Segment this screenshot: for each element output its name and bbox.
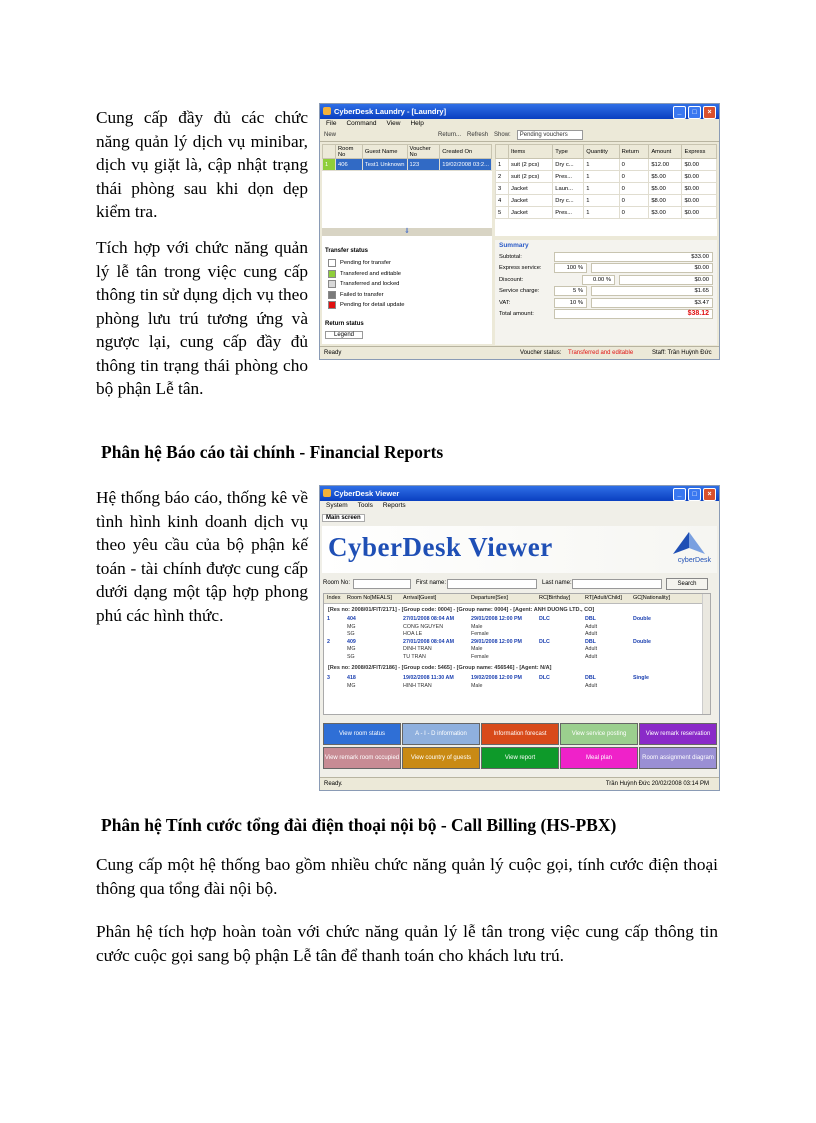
toolbar-spacer <box>342 129 432 141</box>
voucher-status-value: Transferred and editable <box>568 350 634 356</box>
reservation-cell <box>539 631 585 639</box>
reservation-header <box>324 594 710 604</box>
viewer-button-view-room-status[interactable]: View room status <box>323 723 401 745</box>
reservation-cell: SG <box>347 653 355 660</box>
room-list-pane <box>322 144 492 344</box>
viewer-app-icon <box>323 489 331 497</box>
return-status-title: Return status <box>325 321 364 327</box>
summary-pct[interactable]: 5 % <box>554 286 587 296</box>
summary-label: Total amount: <box>499 311 534 318</box>
cell: $0.00 <box>682 159 717 171</box>
viewer-titlebar <box>320 486 719 501</box>
room-no-label: Room No: <box>323 580 351 586</box>
reservation-row[interactable] <box>324 654 710 662</box>
cell: 1 <box>584 195 619 207</box>
summary-title: Summary <box>499 242 529 249</box>
cell: Dry c... <box>553 195 584 207</box>
reservation-list <box>323 593 711 715</box>
summary-row <box>495 297 717 309</box>
items-col-type: Type <box>553 145 584 159</box>
viewer-button-a-i-d-information[interactable]: A - I - D information <box>402 723 480 745</box>
reservation-cell: 29/01/2008 12:00 PM <box>471 616 522 622</box>
viewer-button-view-remark-room-occupied[interactable]: View remark room occupied <box>323 747 401 769</box>
financial-reports-description: Hệ thống báo cáo, thống kê về tình hình kinh doanh dịch vụ theo yêu cầu của bộ phận kế toán - tài chính được cung cấp dưới dạng một tập hợp phong phú các hình thức. <box>96 488 308 625</box>
reservation-cell <box>539 624 585 632</box>
legend-list <box>322 258 492 311</box>
legend-item <box>322 290 492 301</box>
reservation-cell <box>324 683 347 691</box>
viewer-menubar <box>320 501 719 511</box>
search-bar <box>323 578 716 590</box>
cell: $0.00 <box>682 207 717 219</box>
cell: 4 <box>496 195 509 207</box>
legend-tab[interactable]: Legend <box>325 331 363 339</box>
summary-row <box>495 309 717 321</box>
cell: $12.00 <box>649 159 682 171</box>
summary-label: Discount: <box>499 276 524 283</box>
room-col-voucher: Voucher No <box>407 145 440 159</box>
viewer-statusbar <box>320 777 719 790</box>
reservation-row[interactable] <box>324 639 710 647</box>
status-ready: Ready <box>324 350 342 356</box>
reservation-row[interactable] <box>324 624 710 632</box>
list-scrollbar[interactable] <box>702 594 710 714</box>
legend-swatch-2 <box>328 280 336 288</box>
reservation-cell <box>633 654 683 662</box>
laundry-titlebar <box>320 104 719 119</box>
legend-label: Failed to transfer <box>340 291 384 298</box>
staff-name: Staff: Trần Huỳnh Đức <box>652 350 712 356</box>
col-departure: Departure[Sex] <box>471 595 508 601</box>
reservation-row[interactable] <box>324 675 710 683</box>
items-col-items: Items <box>509 145 553 159</box>
col-room: Room No[MEALS] <box>347 595 392 601</box>
reservation-cell <box>324 646 347 654</box>
reservation-cell: Male <box>471 623 483 630</box>
reservation-cell: 19/02/2008 12:00 PM <box>471 675 522 681</box>
banner-title: CyberDesk Viewer <box>328 532 553 562</box>
col-rt: RT[Adult/Child] <box>585 595 622 601</box>
cell: 1 <box>584 183 619 195</box>
cell: 1 <box>584 207 619 219</box>
reservation-cell: DBL <box>585 616 596 622</box>
reservation-cell <box>324 631 347 639</box>
summary-label: Subtotal: <box>499 253 522 260</box>
reservation-cell: Adult <box>585 653 598 660</box>
cell: 0 <box>619 171 649 183</box>
legend-item <box>322 258 492 269</box>
reservation-cell: Female <box>471 653 489 660</box>
minimize-icon[interactable]: _ <box>673 488 686 501</box>
group-header: [Res no: 2008/01/FIT/2171] - [Group code: 0004] - [Group name: 0004] - [Agent: ANH DUONG LTD., CO] <box>328 607 595 613</box>
laundry-integration-description: Tích hợp với chức năng quản lý lễ tân trong việc cung cấp thông tin sử dụng dịch vụ theo phòng lưu trú tương ứng và ngược lại, cung cấp đầy đủ thông tin trạng thái phòng cho bộ phận Lễ tân. <box>96 238 308 398</box>
reservation-cell: Double <box>633 616 651 622</box>
summary-value: $33.00 <box>554 252 713 262</box>
reservation-cell: 409 <box>347 638 356 645</box>
last-name-input[interactable] <box>572 579 662 589</box>
viewer-button-view-report[interactable]: View report <box>481 747 559 769</box>
reservation-cell: 1 <box>327 616 330 622</box>
summary-value: $1.65 <box>591 286 713 296</box>
created-on-cell: 19/02/2008 03:2... <box>440 159 492 171</box>
cell: $0.00 <box>682 195 717 207</box>
reservation-cell: 27/01/2008 08:04 AM <box>403 638 455 645</box>
room-col-blank <box>323 145 336 159</box>
room-col-room-no: Room No <box>336 145 363 159</box>
summary-label: Service charge: <box>499 288 540 295</box>
menu-command[interactable]: Command <box>346 120 377 127</box>
cell: 3 <box>496 183 509 195</box>
cell: Pres... <box>553 207 584 219</box>
items-col-return: Return <box>619 145 649 159</box>
legend-label: Pending for transfer <box>340 260 391 267</box>
items-table <box>495 144 717 219</box>
maximize-icon[interactable]: □ <box>688 106 701 119</box>
viewer-screenshot <box>319 485 720 791</box>
cell: Jacket <box>509 195 553 207</box>
search-button[interactable]: Search <box>666 578 708 590</box>
reservation-cell: 29/01/2008 12:00 PM <box>471 638 522 645</box>
reservation-cell: DLC <box>539 638 550 645</box>
viewer-button-information-forecast[interactable]: Information forecast <box>481 723 559 745</box>
reservation-cell <box>539 683 585 691</box>
cell: $0.00 <box>682 183 717 195</box>
reservation-cell: MG <box>347 623 356 630</box>
refresh-button[interactable]: Refresh <box>467 132 489 138</box>
reservation-cell: 2 <box>327 638 330 645</box>
legend-item <box>322 300 492 311</box>
cell: Laun... <box>553 183 584 195</box>
reservation-cell: Adult <box>585 682 598 689</box>
cell: $0.00 <box>682 171 717 183</box>
cell: suit (2 pcs) <box>509 171 553 183</box>
summary-value: $0.00 <box>591 263 713 273</box>
viewer-banner <box>322 526 717 573</box>
room-table <box>322 144 492 171</box>
reservation-cell: HINH TRAN <box>403 682 432 689</box>
viewer-button-view-service-posting[interactable]: View service posting <box>560 723 638 745</box>
cell: $3.00 <box>649 207 682 219</box>
menu-reports[interactable]: Reports <box>382 502 406 509</box>
reservation-row[interactable] <box>324 631 710 639</box>
reservation-cell: 19/02/2008 11:30 AM <box>403 675 454 681</box>
laundry-description: Cung cấp đầy đủ các chức năng quản lý dịch vụ minibar, dịch vụ giặt là, cập nhật trạng thái phòng sau khi dọn dẹp kiểm tra. <box>96 108 308 221</box>
cell: 1 <box>496 159 509 171</box>
cell: Jacket <box>509 183 553 195</box>
cyberdesk-logo-icon <box>669 530 709 556</box>
legend-label: Transferred and locked <box>340 281 400 288</box>
cell: Dry c... <box>553 159 584 171</box>
cell: Jacket <box>509 207 553 219</box>
legend-swatch-3 <box>328 291 336 299</box>
reservation-cell <box>633 624 683 632</box>
items-col-amount: Amount <box>649 145 682 159</box>
legend-item <box>322 269 492 280</box>
cell: suit (2 pcs) <box>509 159 553 171</box>
reservation-cell: 3 <box>327 675 330 681</box>
laundry-toolbar <box>320 129 719 142</box>
reservation-cell: Adult <box>585 623 598 630</box>
room-row[interactable] <box>323 159 492 171</box>
reservation-cell <box>539 646 585 654</box>
reservation-cell: 27/01/2008 08:04 AM <box>403 616 455 622</box>
cell: $5.00 <box>649 171 682 183</box>
room-no-cell: 406 <box>336 159 363 171</box>
cell: 2 <box>496 171 509 183</box>
reservation-cell <box>633 646 683 654</box>
call-billing-description: Cung cấp một hệ thống bao gồm nhiều chức năng quản lý cuộc gọi, tính cước điện thoại thông qua tổng đài nội bộ. <box>96 855 718 898</box>
col-gc: GC[Nationality] <box>633 595 670 601</box>
reservation-cell: CONG NGUYEN <box>403 623 444 630</box>
summary-value: $0.00 <box>619 275 713 285</box>
summary-row <box>495 251 717 263</box>
group-rows <box>324 675 710 690</box>
reservation-cell: Single <box>633 675 649 681</box>
reservation-cell: DLC <box>539 616 550 622</box>
reservation-cell: TU TRAN <box>403 653 426 660</box>
first-name-input[interactable] <box>447 579 537 589</box>
reservation-cell <box>633 631 683 639</box>
laundry-window-title: CyberDesk Laundry - [Laundry] <box>334 107 447 116</box>
call-billing-integration: Phân hệ tích hợp hoàn toàn với chức năng quản lý lễ tân trong việc cung cấp thông tin cước cuộc gọi sang bộ phận Lễ tân để thanh toán cho khách lưu trú. <box>96 922 718 965</box>
guest-name-cell: Test1 Unknown <box>362 159 407 171</box>
status-user-time: Trần Huỳnh Đức 20/02/2008 03:14 PM <box>605 781 709 787</box>
reservation-cell: DBL <box>585 638 596 645</box>
menu-system[interactable]: System <box>326 502 348 509</box>
menu-help[interactable]: Help <box>410 120 424 127</box>
table-row[interactable] <box>496 183 717 195</box>
menu-tools[interactable]: Tools <box>357 502 373 509</box>
table-row[interactable] <box>496 171 717 183</box>
call-billing-heading: Phân hệ Tính cước tổng đài điện thoại nội bộ - Call Billing (HS-PBX) <box>101 815 617 835</box>
reservation-cell <box>539 654 585 662</box>
viewer-window-title: CyberDesk Viewer <box>334 489 400 498</box>
logo-text: cyberDesk <box>677 557 711 564</box>
last-name-label: Last name: <box>542 580 572 586</box>
reservation-cell: Adult <box>585 631 598 637</box>
cell: 0 <box>619 159 649 171</box>
financial-reports-heading: Phân hệ Báo cáo tài chính - Financial Reports <box>101 442 444 462</box>
cell: 0 <box>619 207 649 219</box>
cell: $5.00 <box>649 183 682 195</box>
legend-label: Transfered and editable <box>340 270 402 277</box>
room-col-created: Created On <box>440 145 492 159</box>
viewer-button-room-assignment-diagram[interactable]: Room assignment diagram <box>639 747 717 769</box>
reservation-cell: 418 <box>347 675 356 681</box>
reservation-row[interactable] <box>324 683 710 691</box>
reservation-cell: DINH TRAN <box>403 646 432 652</box>
items-col-express: Express <box>682 145 717 159</box>
menu-file[interactable]: File <box>326 120 337 127</box>
reservation-cell <box>324 624 347 632</box>
room-col-guest: Guest Name <box>362 145 407 159</box>
total-amount: $38.12 <box>554 309 713 319</box>
status-ready: Ready. <box>324 781 343 787</box>
legend-swatch-0 <box>328 259 336 267</box>
summary-label: VAT: <box>499 299 511 306</box>
maximize-icon[interactable]: □ <box>688 488 701 501</box>
group-header: [Res no: 2008/02/FIT/2186] - [Group code: 5465] - [Group name: 456546] - [Agent: N/A] <box>328 665 552 671</box>
laundry-statusbar <box>320 346 719 359</box>
items-col-index <box>496 145 509 159</box>
reservation-cell <box>633 683 683 691</box>
expand-bar[interactable]: ⇓ <box>322 228 492 236</box>
viewer-button-view-country-of-guests[interactable]: View country of guests <box>402 747 480 769</box>
cell: 5 <box>496 207 509 219</box>
reservation-cell: DLC <box>539 675 550 681</box>
reservation-cell: DBL <box>585 675 596 681</box>
reservation-cell <box>324 654 347 662</box>
close-icon[interactable]: × <box>703 106 716 119</box>
reservation-row[interactable] <box>324 646 710 654</box>
reservation-cell: Male <box>471 682 483 689</box>
col-arrival: Arrival[Guest] <box>403 595 437 601</box>
summary-pct[interactable]: 0.00 % <box>582 275 615 285</box>
first-name-label: First name: <box>416 580 447 586</box>
laundry-menubar <box>320 119 719 129</box>
reservation-cell: HOA LE <box>403 631 423 637</box>
main-screen-tab[interactable]: Main screen <box>322 514 365 522</box>
show-label: Show: <box>494 132 511 138</box>
legend-swatch-4 <box>328 301 336 309</box>
summary-pct[interactable]: 10 % <box>554 298 587 308</box>
reservation-cell: Double <box>633 638 651 645</box>
table-row[interactable] <box>496 207 717 219</box>
laundry-app-icon <box>323 107 331 115</box>
summary-row <box>495 263 717 275</box>
laundry-screenshot <box>319 103 720 360</box>
close-icon[interactable]: × <box>703 488 716 501</box>
table-row[interactable] <box>496 195 717 207</box>
col-index: Index <box>327 595 341 601</box>
viewer-button-view-remark-reservation[interactable]: View remark reservation <box>639 723 717 745</box>
room-row-marker: 1 <box>323 159 336 171</box>
room-no-input[interactable] <box>353 579 411 589</box>
voucher-no-cell: 123 <box>407 159 440 171</box>
col-rc: RC[Birthday] <box>539 595 571 601</box>
cell: Pres... <box>553 171 584 183</box>
cell: 1 <box>584 171 619 183</box>
cell: 0 <box>619 183 649 195</box>
cell: $8.00 <box>649 195 682 207</box>
return-button[interactable]: Return... <box>438 132 462 138</box>
cell: 0 <box>619 195 649 207</box>
reservation-cell: Adult <box>585 646 598 652</box>
legend-label: Pending for detail update <box>340 302 405 309</box>
reservation-row[interactable] <box>324 616 710 624</box>
summary-pane <box>495 240 717 345</box>
viewer-button-meal-plan[interactable]: Meal plan <box>560 747 638 769</box>
transfer-status-title: Transfer status <box>325 248 369 254</box>
group-rows <box>324 616 710 661</box>
show-select[interactable]: Pending vouchers <box>517 130 583 140</box>
reservation-cell: SG <box>347 631 355 637</box>
summary-label: Express service: <box>499 265 542 272</box>
reservation-cell: Female <box>471 631 489 637</box>
summary-pct[interactable]: 100 % <box>554 263 587 273</box>
reservation-cell: 404 <box>347 616 356 622</box>
reservation-cell: MG <box>347 682 356 689</box>
minimize-icon[interactable]: _ <box>673 106 686 119</box>
summary-row <box>495 286 717 298</box>
cell: 1 <box>584 159 619 171</box>
summary-value: $3.47 <box>591 298 713 308</box>
legend-item <box>322 279 492 290</box>
table-row[interactable] <box>496 159 717 171</box>
summary-row <box>495 274 717 286</box>
new-button[interactable]: New <box>324 132 337 138</box>
items-pane <box>495 144 717 236</box>
reservation-cell: Male <box>471 646 483 652</box>
legend-swatch-1 <box>328 270 336 278</box>
menu-view[interactable]: View <box>386 120 401 127</box>
reservation-cell: MG <box>347 646 356 652</box>
voucher-status-label: Voucher status: <box>520 350 562 356</box>
items-col-quantity: Quantity <box>584 145 619 159</box>
